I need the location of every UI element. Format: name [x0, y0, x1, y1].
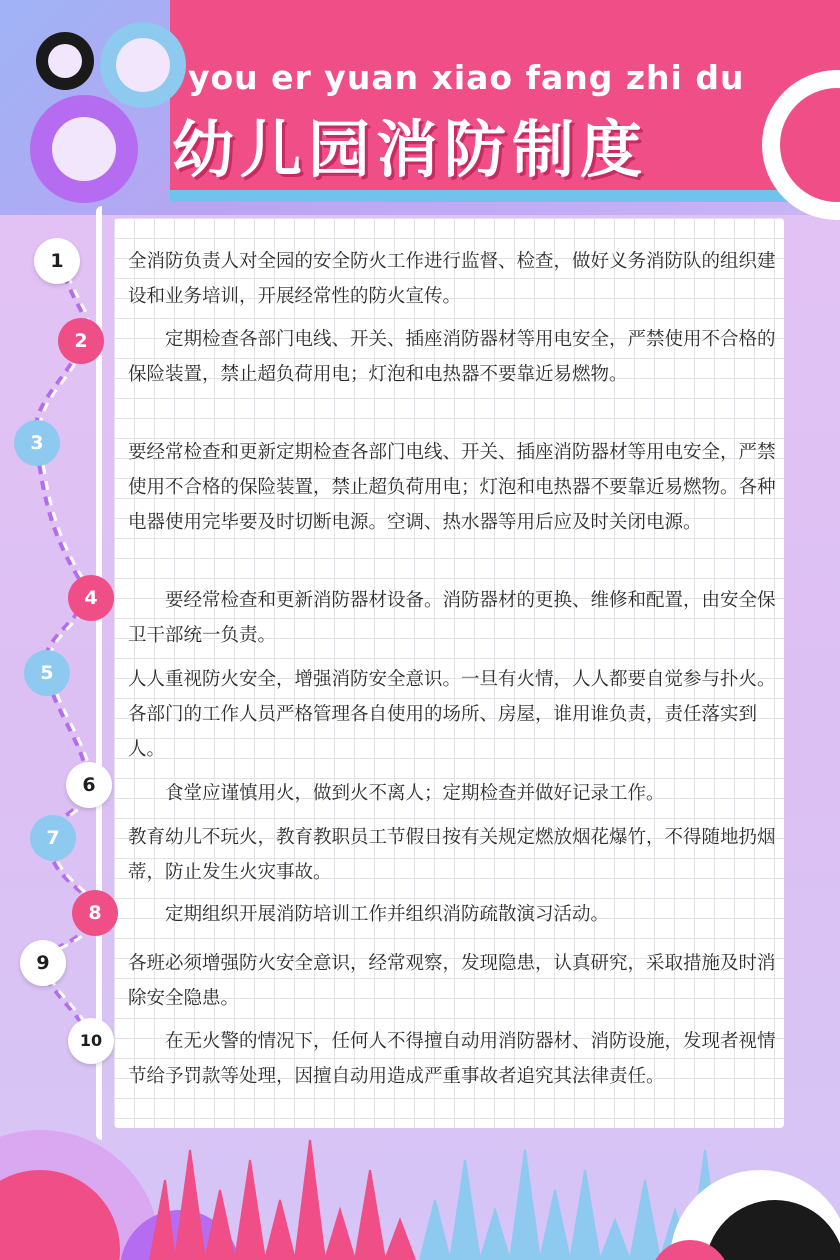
rule-text-5: 人人重视防火安全，增强消防安全意识。一旦有火情，人人都要自觉参与扑火。各部门的工作人员严格管理各自使用的场所、房屋，谁用谁负责，责任落实到人。: [128, 669, 776, 760]
header-stripe: [170, 190, 840, 202]
rule-badge-9: 9: [20, 940, 66, 986]
rule-badge-3: 3: [14, 420, 60, 466]
rule-text-10: 在无火警的情况下，任何人不得擅自动用消防器材、消防设施，发现者视情节给予罚款等处理，因擅自动用造成严重事故者追究其法律责任。: [128, 1031, 776, 1087]
rule-badge-5: 5: [24, 650, 70, 696]
rule-badge-6: 6: [66, 762, 112, 808]
decor-circle-blue-inner: [116, 38, 170, 92]
rule-badge-4: 4: [68, 575, 114, 621]
rule-text-7: 教育幼儿不玩火，教育教职员工节假日按有关规定燃放烟花爆竹，不得随地扔烟蒂，防止发生火灾事故。: [128, 827, 776, 883]
rule-badge-2: 2: [58, 318, 104, 364]
rule-badge-7: 7: [30, 815, 76, 861]
page-title: 幼儿园消防制度: [172, 113, 649, 186]
rule-badge-8: 8: [72, 890, 118, 936]
rule-text-3: 要经常检查和更新定期检查各部门电线、开关、插座消防器材等用电安全，严禁使用不合格的保险装置，禁止超负荷用电；灯泡和电热器不要靠近易燃物。各种电器使用完毕要及时切断电源。空调、热水器等用后应及时关闭电源。: [128, 442, 776, 533]
rule-text-6: 食堂应谨慎用火，做到火不离人；定期检查并做好记录工作。: [128, 783, 665, 804]
rule-badge-1: 1: [34, 238, 80, 284]
rule-badge-10: 10: [68, 1018, 114, 1064]
rule-text-9: 各班必须增强防火安全意识，经常观察，发现隐患，认真研究，采取措施及时消除安全隐患。: [128, 953, 776, 1009]
decor-circle-purple-inner: [52, 117, 116, 181]
rule-text-1: 全消防负责人对全园的安全防火工作进行监督、检查，做好义务消防队的组织建设和业务培训，开展经常性的防火宣传。: [128, 251, 776, 307]
rule-text-2: 定期检查各部门电线、开关、插座消防器材等用电安全，严禁使用不合格的保险装置，禁止超负荷用电；灯泡和电热器不要靠近易燃物。: [128, 329, 776, 385]
decor-circle-black-inner: [48, 44, 82, 78]
rule-text-8: 定期组织开展消防培训工作并组织消防疏散演习活动。: [128, 904, 610, 925]
rule-text-4: 要经常检查和更新消防器材设备。消防器材的更换、维修和配置，由安全保卫干部统一负责。: [128, 590, 776, 646]
bottom-decoration: [0, 1120, 840, 1260]
title-pinyin: you er yuan xiao fang zhi du: [188, 58, 745, 97]
